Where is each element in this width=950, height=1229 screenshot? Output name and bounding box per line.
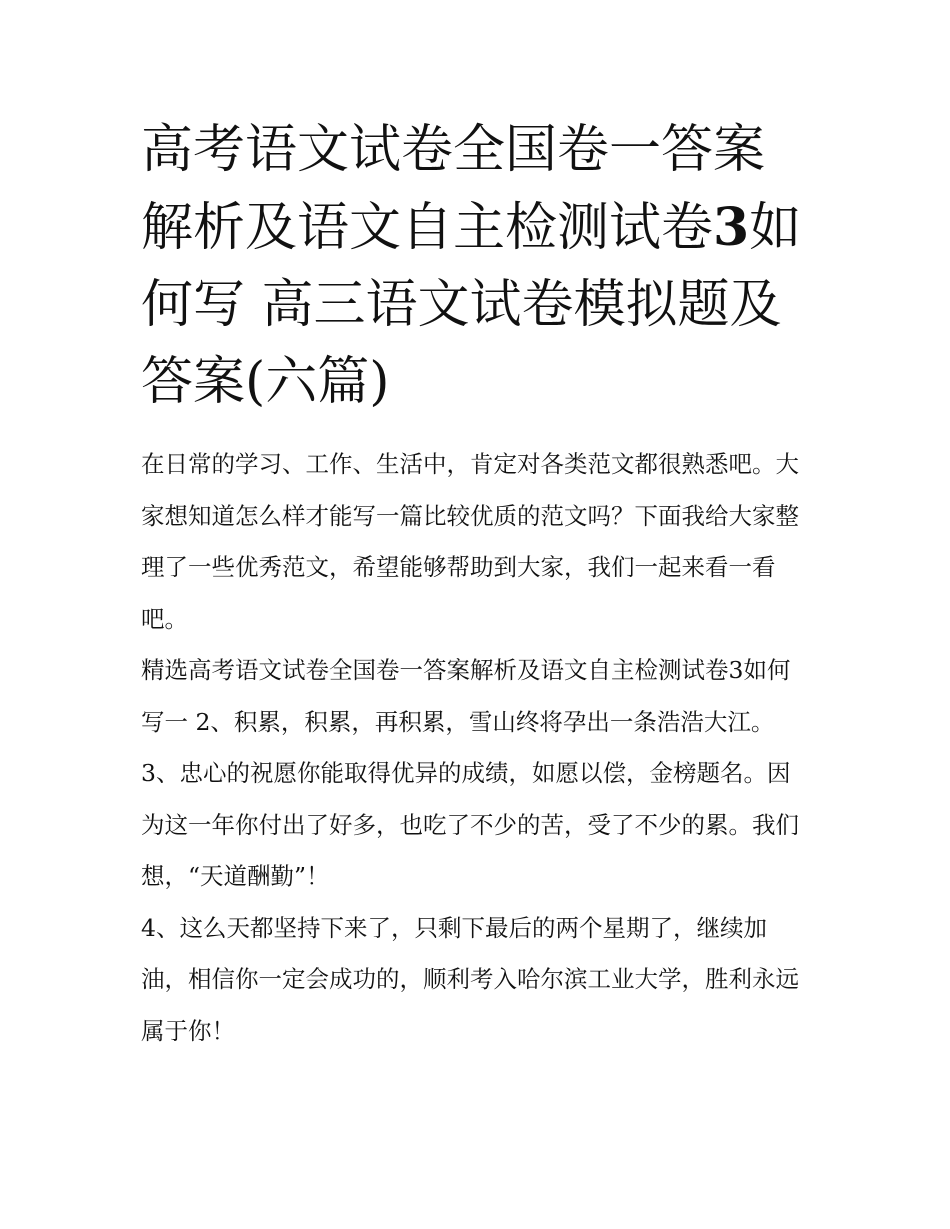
body-paragraph-4: 4、这么天都坚持下来了，只剩下最后的两个星期了，继续加油，相信你一定会成功的，顺利考入哈尔滨工业大学，胜利永远属于你！ xyxy=(141,913,799,1045)
body-paragraph-3: 3、忠心的祝愿你能取得优异的成绩，如愿以偿，金榜题名。因为这一年你付出了好多，也吃了不少的苦，受了不少的累。我们想，“天道酬勤”！ xyxy=(141,759,799,890)
document-body xyxy=(141,439,813,1057)
title-number: 3 xyxy=(713,197,750,258)
intro-paragraph: 在日常的学习、工作、生活中，肯定对各类范文都很熟悉吧。大家想知道怎么样才能写一篇比较优质的范文吗？下面我给大家整理了一些优秀范文，希望能够帮助到大家，我们一起来看一看吧。 xyxy=(141,450,799,633)
document-title xyxy=(141,112,813,421)
title-text-part2: 如何写 高三语文试卷模拟题及答案(六篇) xyxy=(141,198,802,412)
title-text-part1: 高考语文试卷全国卷一答案解析及语文自主检测试卷 xyxy=(141,120,766,258)
document-page xyxy=(141,112,813,1057)
body-paragraph-2: 精选高考语文试卷全国卷一答案解析及语文自主检测试卷3如何写一 2、积累，积累，再积累，雪山终将孕出一条浩浩大江。 xyxy=(141,656,791,736)
